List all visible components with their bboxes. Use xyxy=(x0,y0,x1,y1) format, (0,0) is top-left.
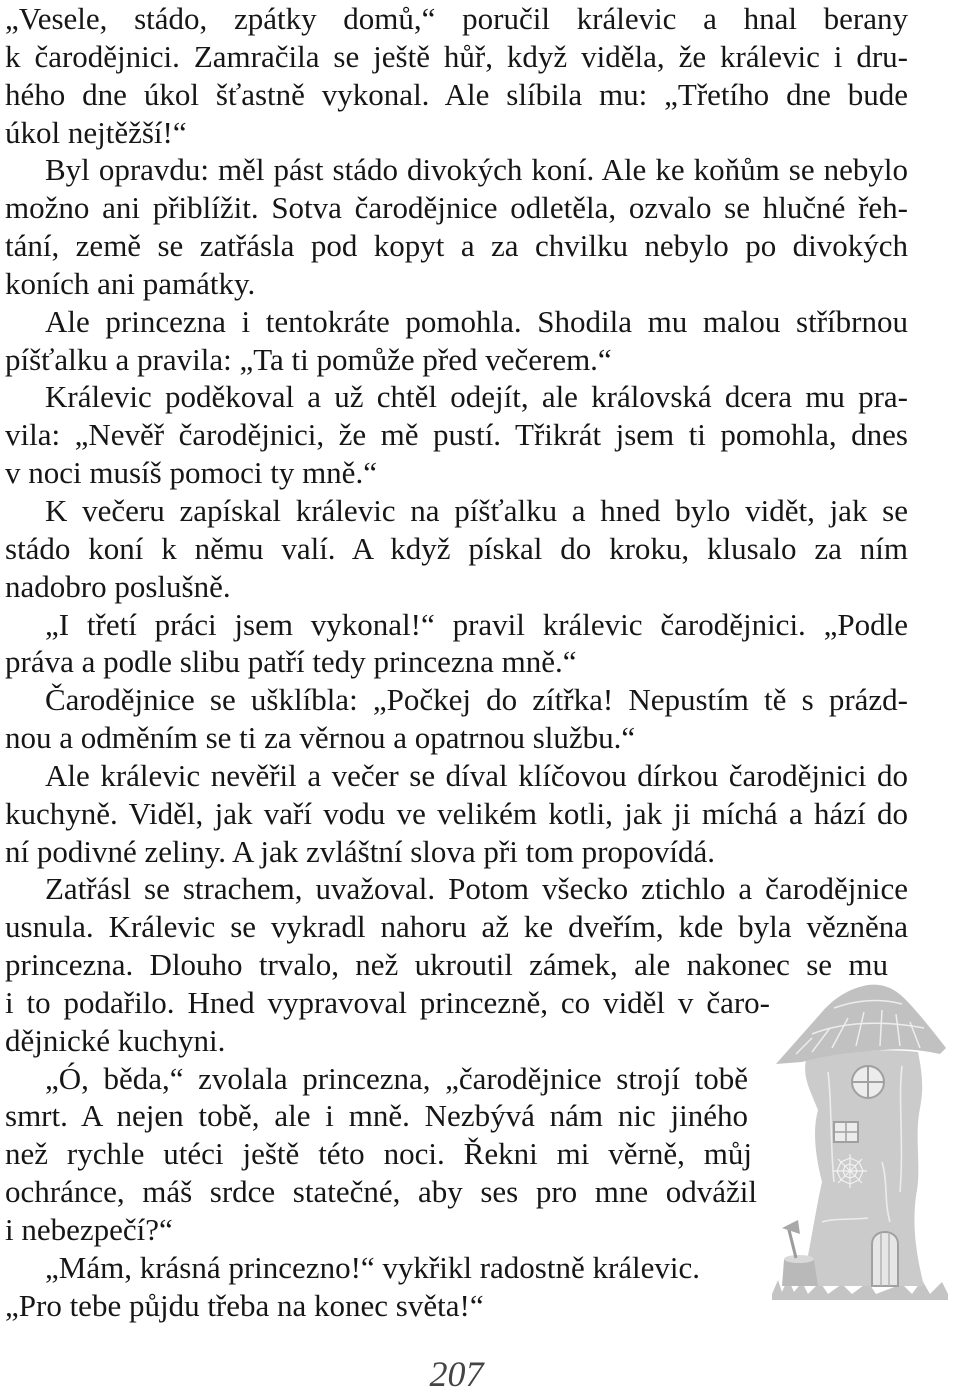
text-line: i nebezpečí?“ xyxy=(5,1212,173,1247)
paragraph xyxy=(5,492,908,606)
text-line: v noci musíš pomoci ty mně.“ xyxy=(5,455,377,491)
paragraph xyxy=(5,151,908,302)
door xyxy=(872,1232,898,1286)
text-line: Ale princezna i tentokráte pomohla. Shodila mu malou stříbrnou xyxy=(45,303,908,339)
text-line: nadobro poslušně. xyxy=(5,568,231,604)
paragraph xyxy=(5,757,908,871)
paragraph xyxy=(5,0,908,151)
text-line: „Ó, běda,“ zvolala princezna, „čarodějnice strojí tobě xyxy=(45,1060,748,1096)
text-line: „Mám, krásná princezno!“ vykřikl radostně králevic. xyxy=(45,1249,701,1285)
text-line: princezna. Dlouho trvalo, než ukroutil zámek, ale nakonec se mu xyxy=(5,947,888,983)
text-line: k čarodějnici. Zamračila se ještě hůř, když viděla, že králevic i dru- xyxy=(5,38,908,74)
paragraph xyxy=(5,681,908,757)
text-line: vila: „Nevěř čarodějnici, že mě pustí. Třikrát jsem ti pomohla, dnes xyxy=(5,417,908,453)
text-line: dějnické kuchyni. xyxy=(5,1022,226,1058)
text-line: úkol nejtěžší!“ xyxy=(5,114,187,150)
text-line: Byl opravdu: měl pást stádo divokých koní. Ale ke koňům se nebylo xyxy=(45,152,908,188)
paragraph xyxy=(5,606,908,682)
text-line: práva a podle slibu patří tedy princezna mně.“ xyxy=(5,644,577,680)
text-line: Ale králevic nevěřil a večer se díval klíčovou dírkou čarodějnici do xyxy=(45,757,908,793)
text-line: K večeru zapískal králevic na píšťalku a hned bylo vidět, jak se xyxy=(45,492,908,528)
text-line: „I třetí práci jsem vykonal!“ pravil králevic čarodějnici. „Podle xyxy=(45,606,908,642)
text-line: kuchyně. Viděl, jak vaří vodu ve velikém kotli, jak ji míchá a hází do xyxy=(5,795,908,831)
text-line: než rychle utéci ještě této noci. Řekni mi věrně, můj xyxy=(5,1136,752,1172)
text-line: hého dne úkol šťastně vykonal. Ale slíbila mu: „Třetího dne bude xyxy=(5,76,908,112)
text-line: nou a odměním se ti za věrnou a opatrnou službu.“ xyxy=(5,720,636,756)
text-line: usnula. Králevic se vykradl nahoru až ke dveřím, kde byla vězněna xyxy=(5,909,908,945)
tree-stump xyxy=(782,1255,818,1286)
text-line: „Pro tebe půjdu třeba na konec světa!“ xyxy=(5,1287,484,1323)
text-line: koních ani památky. xyxy=(5,265,256,301)
text-line: stádo koní k němu valí. A když pískal do kroku, klusalo za ním xyxy=(5,530,908,566)
text-line: Čarodějnice se ušklíbla: „Počkej do zítřka! Nepustím tě s prázd- xyxy=(45,682,908,718)
text-line: „Vesele, stádo, zpátky domů,“ poručil králevic a hnal berany xyxy=(5,1,908,36)
witch-house-illustration xyxy=(772,982,948,1312)
text-line: ochránce, máš srdce statečné, aby ses pro mne odvážil xyxy=(5,1174,757,1210)
page-number: 207 xyxy=(429,1354,484,1394)
text-line: ní podivné zeliny. A jak zvláštní slova při tom propovídá. xyxy=(5,833,716,869)
text-line: tání, země se zatřásla pod kopyt a za chvilku nebylo po divokých xyxy=(5,228,908,264)
axe xyxy=(782,1220,800,1258)
spider-web xyxy=(833,1154,867,1188)
paragraph xyxy=(5,303,908,379)
paragraph xyxy=(5,378,908,492)
small-window xyxy=(834,1122,858,1142)
round-window xyxy=(852,1066,884,1098)
text-line: možno ani přiblížit. Sotva čarodějnice odletěla, ozvalo se hlučné řeh- xyxy=(5,190,908,226)
text-line: smrt. A nejen tobě, ale i mně. Nezbývá nám nic jiného xyxy=(5,1098,748,1134)
text-line: Králevic poděkoval a už chtěl odejít, ale královská dcera mu pra- xyxy=(45,379,908,415)
text-line: Zatřásl se strachem, uvažoval. Potom všecko ztichlo a čarodějnice xyxy=(45,871,908,907)
text-line: píšťalku a pravila: „Ta ti pomůže před večerem.“ xyxy=(5,341,612,377)
text-line: i to podařilo. Hned vypravoval princezně, co viděl v čaro- xyxy=(5,984,770,1020)
